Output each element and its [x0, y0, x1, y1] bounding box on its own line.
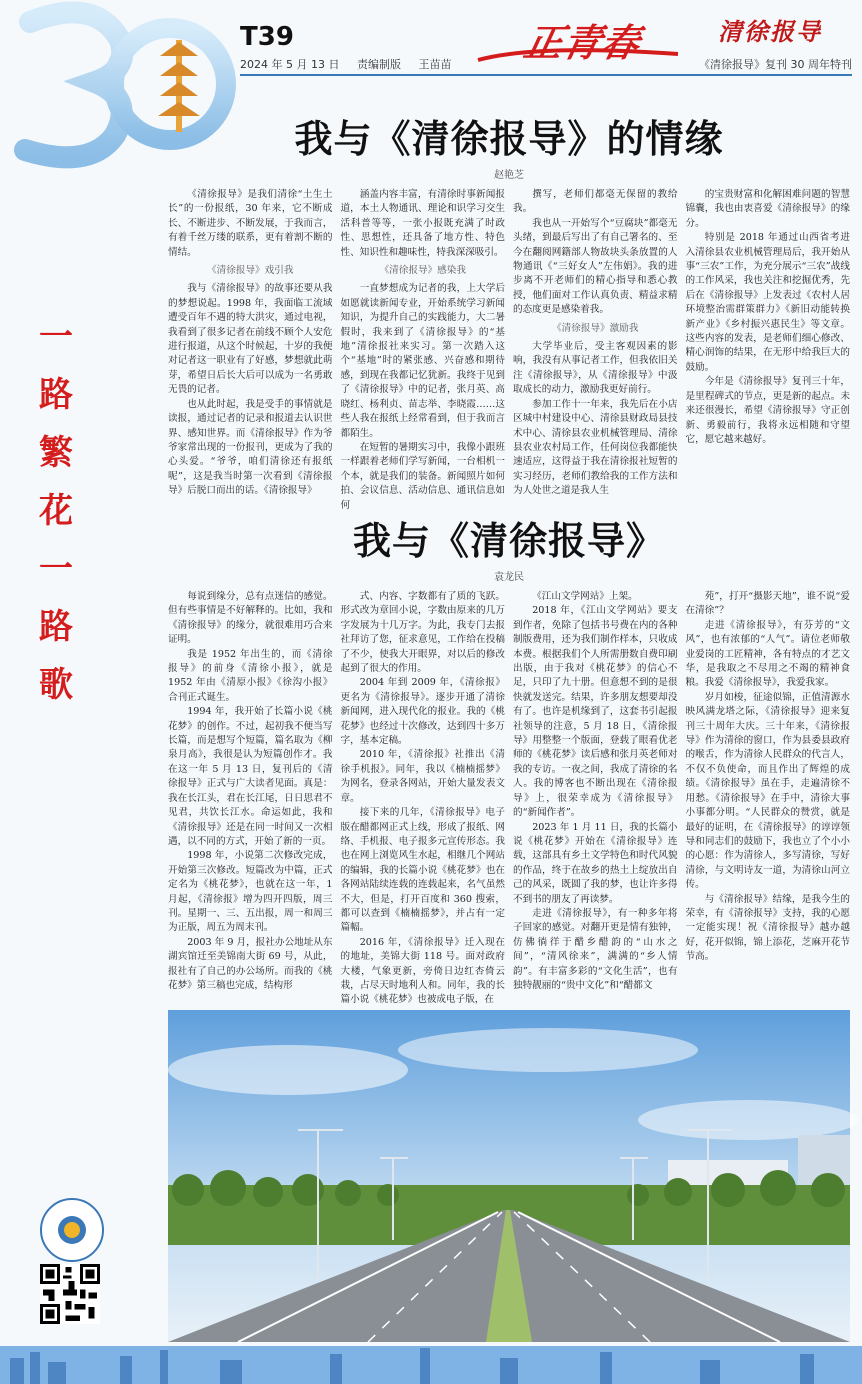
slogan-char: 路 — [39, 607, 73, 647]
page-number: T39 — [240, 22, 294, 52]
paragraph: 1998 年，小说第二次修改完成，开始第三次修改。短篇改为中篇，正式定名为《桃花梦》，也就在这一年，1 月起，《清徐报》增为四开四版，周三刊。星期一、三、五出报，周一和周三为正版，周五为周末刊。 — [168, 850, 333, 934]
paragraph: 也从此时起，我是受手的事情就是读报，通过记者的记录和报道去认识世界、感知世界。而《清徐报导》作为爷爷家常出现的一份报刊，更成为了我的心头爱。“爷爷，咱们清徐还有报纸呢”，这是我当时第一次看到《清徐报导》后脱口而出的话。《清徐报导》 — [168, 398, 333, 497]
paragraph: 在短暂的暑期实习中，我像小跟班一样跟着老师们学写新闻，一台相机一个本，就是我们的装备。新闻照片如何拍、会议信息、活动信息、通讯信息如何 — [340, 441, 505, 511]
article2-headline: 我与《清徐报导》 — [352, 519, 665, 563]
slogan-char: 繁 — [39, 433, 73, 473]
wechat-qr-icon — [40, 1198, 104, 1262]
paragraph: 接下来的几年，《清徐报导》电子版在醋都网正式上线，形成了报纸、网络、手机报、电子报多元宣传形态。我也在网上浏览风生水起，相继几个网站的编辑，我的长篇小说《桃花梦》也在各网站陆续连载的连载起来，名气虽然不大，但是，打开百度和 360 搜索，都可以查到《楠楠摇梦》，并占有一定篇幅。 — [340, 807, 505, 934]
paragraph: 与《清徐报导》结缘，是我今生的荣幸，有《清徐报导》支持，我的心愿一定能实现！祝《清徐报导》越办越好，花开似锦，锦上添花，芝麻开花节节高。 — [685, 893, 850, 963]
editor-label: 责编制版 — [356, 58, 401, 71]
article1-headline: 我与《清徐报导》的情缘 — [294, 117, 724, 161]
paragraph: 涵盖内容丰富，有清徐时事新闻报道，本土人物通讯、理论和识学习交生活科普等等，一张小报既充满了时政性、思想性，还具备了地方性、特色性、知识性和趣味性，特我深深吸引。 — [340, 189, 505, 258]
paragraph: 走进《清徐报导》，有一种多年将子回家的感觉。对翻开更是情有独钟，仿佛徜徉于醋乡醋韵的“山水之间”，“清风徐来”，满满的“乡人情韵”。有丰富多彩的“文化生活”，也有独特靓丽的“贵中文化”和“醋都文 — [513, 907, 678, 991]
sidebar-slogan — [36, 308, 76, 714]
article1-column — [513, 188, 678, 496]
anniversary-line: 《清徐报导》复刊 30 周年特刊 — [699, 58, 852, 71]
paragraph: 式、内容、字数都有了质的飞跃。形式改为章回小说，字数由原来的几万字发展为十几万字。为此，我专门去报社拜访了您，征求意见，工作给在投稿了不少，使我大开眼界，对以后的修改起到了很大的作用。 — [340, 591, 505, 675]
paragraph: 《清徐报导》是我们清徐“土生土长”的一份报纸，30 年来，它不断成长、不断进步、不断发展，于我而言，有着千丝万缕的联系，更有着割不断的情结。 — [168, 189, 333, 258]
masthead: 清徐报导 — [718, 17, 822, 46]
road-photo — [168, 1010, 850, 1342]
paragraph: 的宝贵财富和化解困难问题的智慧锦囊，我也由衷喜爱《清徐报导》的缘分。 — [685, 189, 850, 229]
article2-body — [168, 590, 850, 1006]
slogan-char: 花 — [39, 491, 73, 531]
paragraph: 我与《清徐报导》的故事还要从我的梦想说起。1998 年，我面临工流域遭受百年不遇的特大洪灾，通过电视，我看到了很多记者在前线不顾个人安危进行报道，从这个时候起，十岁的我便对记者这一职业有了好感，梦想就此萌芽，希望日后长大后可以成为一名勇敢无畏的记者。 — [168, 283, 333, 396]
article1-column — [168, 188, 333, 496]
slogan-char: 一 — [39, 317, 73, 357]
article1-column — [686, 188, 851, 496]
paragraph: 每说到缘分，总有点迷信的感觉。但有些事情是不好解释的。比如，我和《清徐报导》的缘分，就很难用巧合来证明。 — [168, 591, 333, 646]
article1-body — [168, 188, 850, 511]
paragraph: 岁月如梭，征途似锦，正值清源水映风满龙塔之际，《清徐报导》迎来复刊三十周年大庆。三十年来，《清徐报导》作为清徐的窗口，作为县委县政府的喉舌，作为清徐人民群众的代言人，不仅不负使命，而且作出了辉煌的成绩。《清徐报导》虽在手，走遍清徐不用愁。《清徐报导》在手中，清徐大事小事都分明。“人民群众的赞赏，就是最好的证明，在《清徐报导》的谆谆领导和同志们的鼓励下，我也立了个小小的心愿：作为清徐人，多写清徐，写好清徐，与文明诗友一道，为清徐山河立传。 — [685, 691, 850, 891]
paragraph: 特别是 2018 年通过山西省考进入清徐县农业机械管理局后，我开始从事“三农”工作，为充分展示“三农”战线的工作风采，我也关注和挖掘优秀，先后在《清徐报导》上发表过《农村人居环境整治需群策群力》《新旧动能转换新产业》《乡村振兴惠民生》等文章。这些内容的发表，是老师们细心修改、精心润饰的结果，在无形中给我巨大的鼓励。 — [685, 232, 850, 373]
article2-byline: 袁龙民 — [494, 572, 524, 583]
article2-column — [686, 590, 851, 1002]
footer-band — [0, 1346, 862, 1384]
section-subhead: 《清徐报导》感染我 — [379, 265, 466, 277]
paragraph: 《江山文学网站》上架。 — [532, 591, 638, 602]
slogan-char: 路 — [39, 375, 73, 415]
issue-line — [240, 56, 451, 72]
paragraph: 参加工作十一年来，我先后在小店区城中村建设中心、清徐县财政局县技术中心、清徐县农业机械管理局、清徐县农业农村局工作，任何岗位我都能快速适应，这得益于我在清徐报社短暂的实习经历，老师们教给我的工作方法和为人处世之道是我人生 — [513, 398, 678, 497]
section-subhead: 《清徐报导》激励我 — [552, 322, 639, 334]
paragraph: 苑”，打开“摄影天地”，谁不说“爱在清徐”？ — [685, 591, 850, 617]
paragraph: 2004 年到 2009 年，《清徐报》更名为《清徐报导》。逐步开通了清徐新闻网，进入现代化的报业。我的《桃花梦》也经过十次修改，达到四十多万字，基本定稿。 — [340, 677, 505, 747]
paragraph: 2003 年 9 月，报社办公地址从东湖宾馆迁至美锦南大街 69 号，从此，报社有了自己的办公场所。而我的《桃花梦》第三稿也完成，结构形 — [168, 936, 333, 991]
paragraph: 我也从一开始写个“豆腐块”都毫无头绪，到最后写出了有自己署名的、至今在翻阅网籍部人物故块头条放置的人物通讯《“三好女人”左伟娟》。我的进步离不开老师们的精心指导和悉心教授，他们面对工作认真负责、精益求精的态度更是感染着我。 — [513, 217, 678, 316]
article2-column — [168, 590, 333, 1002]
paragraph: 走进《清徐报导》，有芬芳的“文风”，也有浓郁的“人气”。请位老师敬业爱岗的工匠精神，各有特点的才艺文华，是我取之不尽用之不竭的精神食粮。我爱《清徐报导》，我爱我家。 — [685, 619, 850, 689]
paragraph: 2016 年，《清徐报导》迁入现在的地址，美锦大街 118 号。面对政府大楼，气象更新，旁倚日边红杏倚云栽，占尽天时地利人和。同年，我的长篇小说《桃花梦》也被成电子版，在 — [340, 936, 505, 1006]
paragraph: 大学毕业后，受主客观因素的影响，我没有从事记者工作，但我依旧关注《清徐报导》，从《清徐报导》中汲取成长的动力，激励我更好前行。 — [513, 341, 678, 396]
slogan-char: 歌 — [39, 665, 73, 705]
paragraph: 1994 年，我开始了长篇小说《桃花梦》的创作。不过，起初我不便当写长篇，而是想写个短篇，篇名取为《柳泉月高》，我很是认为短篇创作才。我在这一年 5 月 13 日，复刊后的《清徐报导》正式与广大读者见面。真是：我在长江头，君在长江尾，日日思君不见君，共饮长江水。命运如此，我和《清徐报导》还是在同一时间又一次相遇，以不同的方式，开始了新的一页。 — [168, 706, 333, 847]
svg-text:30: 30 — [10, 160, 12, 161]
editor-name: 王苗苗 — [418, 58, 452, 71]
paragraph: 2018 年，《江山文学网站》要支到作者，免除了包括书号费在内的各种制版费用，还为我们制作样本，只收成本费。根据我们个人所需册数自费印刷出版，由于我对《桃花梦》的信心不足，只印了九十册。但意想不到的是很快就发送完。结果，许多朋友想要却没有了。也许是机缘到了，这套书引起报社领导的注意，5 月 18 日，《清徐报导》用整整一个版面，登载了眼看优老师的《桃花梦》读后感和张月英老师对我的专访。一夜之间，我成了清徐的名人。我的博客也不断出现在《清徐报导》上，很荣幸成为《清徐报导》的“新闻作者”。 — [513, 605, 678, 819]
paragraph: 我是 1952 年出生的，而《清徐报导》的前身《清徐小报》，就是 1952 年由《清原小报》《徐沟小报》合刊正式诞生。 — [168, 648, 333, 703]
section-subhead: 《清徐报导》戏引我 — [207, 265, 294, 277]
issue-date: 2024 年 5 月 13 日 — [240, 58, 340, 71]
article2-column — [340, 590, 506, 1006]
qr-code-icon — [40, 1264, 100, 1324]
paragraph: 今年是《清徐报导》复刊三十年，是里程碑式的节点，更是新的起点。未来还很漫长，希望《清徐报导》守正创新、勇毅前行，我将永远相随和守望它，愿它越来越好。 — [685, 376, 850, 445]
svg-text:正青春: 正青春 — [520, 21, 644, 66]
paragraph: 2010 年，《清徐报》社推出《清徐手机报》。同年，我以《楠楠摇梦》为网名，登录各网站，开始大量发表文章。 — [340, 749, 505, 804]
paragraph: 2023 年 1 月 11 日，我的长篇小说《桃花梦》开始在《清徐报导》连载，这部具有乡土文学特色和时代风貌的作品，终于在故乡的热土上绽放出自己的风采，既圆了我的梦，也让许多得不到书的朋友了再读梦。 — [513, 821, 678, 905]
paragraph: 一直梦想成为记者的我，上大学后如愿就读新闻专业，开始系统学习新闻知识，为提升自己的实践能力，大二暑假时，我来到了《清徐报导》的“基地”清徐报社来实习。第一次踏入这个“基地”时的紧张感、兴奋感和期待感，到现在我都记忆犹新。我终于见到了《清徐报导》中的记者，张月英、高晓红、杨利贞、苗志举、李晓霞……这些人我在报纸上经常看到，但于我而言都陌生。 — [340, 283, 505, 439]
header-rule — [240, 74, 852, 76]
slogan-char: 一 — [39, 549, 73, 589]
article1-column — [340, 188, 506, 511]
article1-byline: 赵艳芝 — [494, 170, 524, 181]
article2-column — [513, 590, 678, 1002]
paragraph: 撰写，老师们都毫无保留的教给我。 — [513, 189, 678, 215]
